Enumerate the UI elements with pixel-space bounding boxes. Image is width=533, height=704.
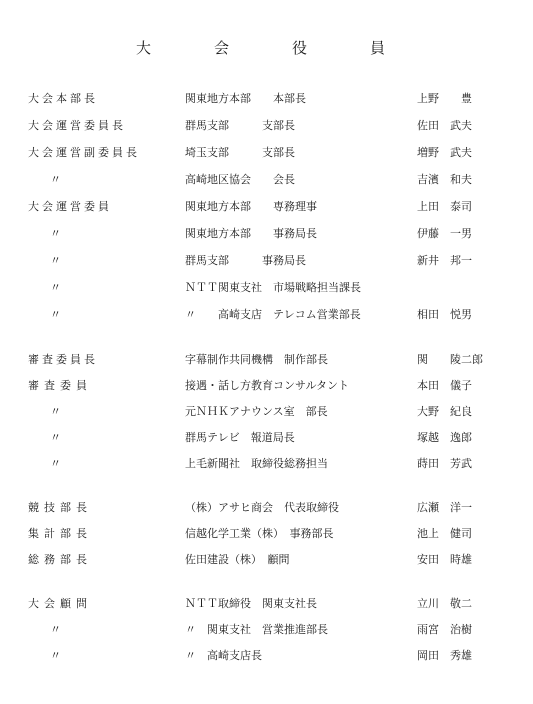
officer-name: 塚越 逸郎 <box>417 431 472 444</box>
officer-row <box>0 377 533 395</box>
officer-affiliation: 信越化学工業（株） 事務部長 <box>185 527 334 540</box>
officer-role: 集計部長 <box>28 527 92 540</box>
officer-affiliation: 埼玉支部 支部長 <box>185 146 295 159</box>
officer-affiliation: 関東地方本部 本部長 <box>185 92 306 105</box>
officer-name: 上田 泰司 <box>417 200 472 213</box>
officer-name: 雨宮 治樹 <box>417 623 472 636</box>
officer-role: 大会運営委員 <box>28 200 112 213</box>
officer-affiliation: 元ＮＨＫアナウンス室 部長 <box>185 405 328 418</box>
officer-row <box>0 171 533 189</box>
officer-role: 〃 <box>50 431 61 444</box>
officer-affiliation: 群馬支部 事務局長 <box>185 254 306 267</box>
officer-row <box>0 595 533 613</box>
officer-row <box>0 90 533 108</box>
officer-affiliation: 接遇・話し方教育コンサルタント <box>185 379 350 392</box>
officer-row <box>0 306 533 324</box>
officer-affiliation: （株）アサヒ商会 代表取締役 <box>185 501 339 514</box>
officer-role: 大会運営副委員長 <box>28 146 140 159</box>
officer-name: 本田 儀子 <box>417 379 472 392</box>
officer-role: 〃 <box>50 227 61 240</box>
officer-role: 〃 <box>50 623 61 636</box>
officer-row <box>0 455 533 473</box>
officer-affiliation: 上毛新聞社 取締役総務担当 <box>185 457 328 470</box>
officer-affiliation: ＮＴＴ取締役 関東支社長 <box>185 597 317 610</box>
officer-row <box>0 499 533 517</box>
officer-name: 大野 紀良 <box>417 405 472 418</box>
page-title: 大 会 役 員 <box>135 39 409 57</box>
officer-row <box>0 117 533 135</box>
officer-row <box>0 198 533 216</box>
officer-role: 総務部長 <box>28 553 92 566</box>
officer-name: 吉濱 和夫 <box>417 173 472 186</box>
officer-affiliation: 関東地方本部 事務局長 <box>185 227 317 240</box>
officer-name: 関 陵二郎 <box>417 353 483 366</box>
officer-affiliation: 〃 関東支社 営業推進部長 <box>185 623 328 636</box>
officer-name: 立川 敬二 <box>417 597 472 610</box>
officer-name: 池上 健司 <box>417 527 472 540</box>
officer-row <box>0 403 533 421</box>
officer-row <box>0 429 533 447</box>
officer-affiliation: 佐田建設（株） 顧問 <box>185 553 290 566</box>
officer-role: 〃 <box>50 405 61 418</box>
officer-affiliation: 群馬支部 支部長 <box>185 119 295 132</box>
officer-role: 〃 <box>50 254 61 267</box>
officer-row <box>0 252 533 270</box>
officer-name: 佐田 武夫 <box>417 119 472 132</box>
officer-role: 〃 <box>50 457 61 470</box>
officer-affiliation: 高崎地区協会 会長 <box>185 173 295 186</box>
officer-row <box>0 225 533 243</box>
officer-name: 相田 悦男 <box>417 308 472 321</box>
officer-affiliation: 字幕制作共同機構 制作部長 <box>185 353 328 366</box>
officer-role: 大会本部長 <box>28 92 98 105</box>
officer-name: 伊藤 一男 <box>417 227 472 240</box>
officer-affiliation: ＮＴＴ関東支社 市場戦略担当課長 <box>185 281 361 294</box>
officer-role: 大会運営委員長 <box>28 119 126 132</box>
officer-row <box>0 647 533 665</box>
officer-row <box>0 351 533 369</box>
officer-affiliation: 関東地方本部 専務理事 <box>185 200 317 213</box>
officer-name: 岡田 秀雄 <box>417 649 472 662</box>
officer-affiliation: 〃 高崎支店 テレコム営業部長 <box>185 308 361 321</box>
officer-role: 〃 <box>50 649 61 662</box>
officer-name: 新井 邦一 <box>417 254 472 267</box>
officer-role: 審査委員長 <box>28 353 98 366</box>
officer-affiliation: 群馬テレビ 報道局長 <box>185 431 295 444</box>
officer-row <box>0 621 533 639</box>
officer-role: 〃 <box>50 173 61 186</box>
officer-name: 増野 武夫 <box>417 146 472 159</box>
officer-role: 審査委員 <box>28 379 92 392</box>
officer-name: 広瀬 洋一 <box>417 501 472 514</box>
officer-row <box>0 525 533 543</box>
officer-affiliation: 〃 高崎支店長 <box>185 649 262 662</box>
officer-row <box>0 551 533 569</box>
officer-role: 〃 <box>50 308 61 321</box>
officer-role: 〃 <box>50 281 61 294</box>
officer-role: 大会顧問 <box>28 597 92 610</box>
officer-row <box>0 279 533 297</box>
officer-row <box>0 144 533 162</box>
officer-role: 競技部長 <box>28 501 92 514</box>
officer-name: 安田 時雄 <box>417 553 472 566</box>
officer-name: 上野 豊 <box>417 92 472 105</box>
officer-name: 蒔田 芳武 <box>417 457 472 470</box>
